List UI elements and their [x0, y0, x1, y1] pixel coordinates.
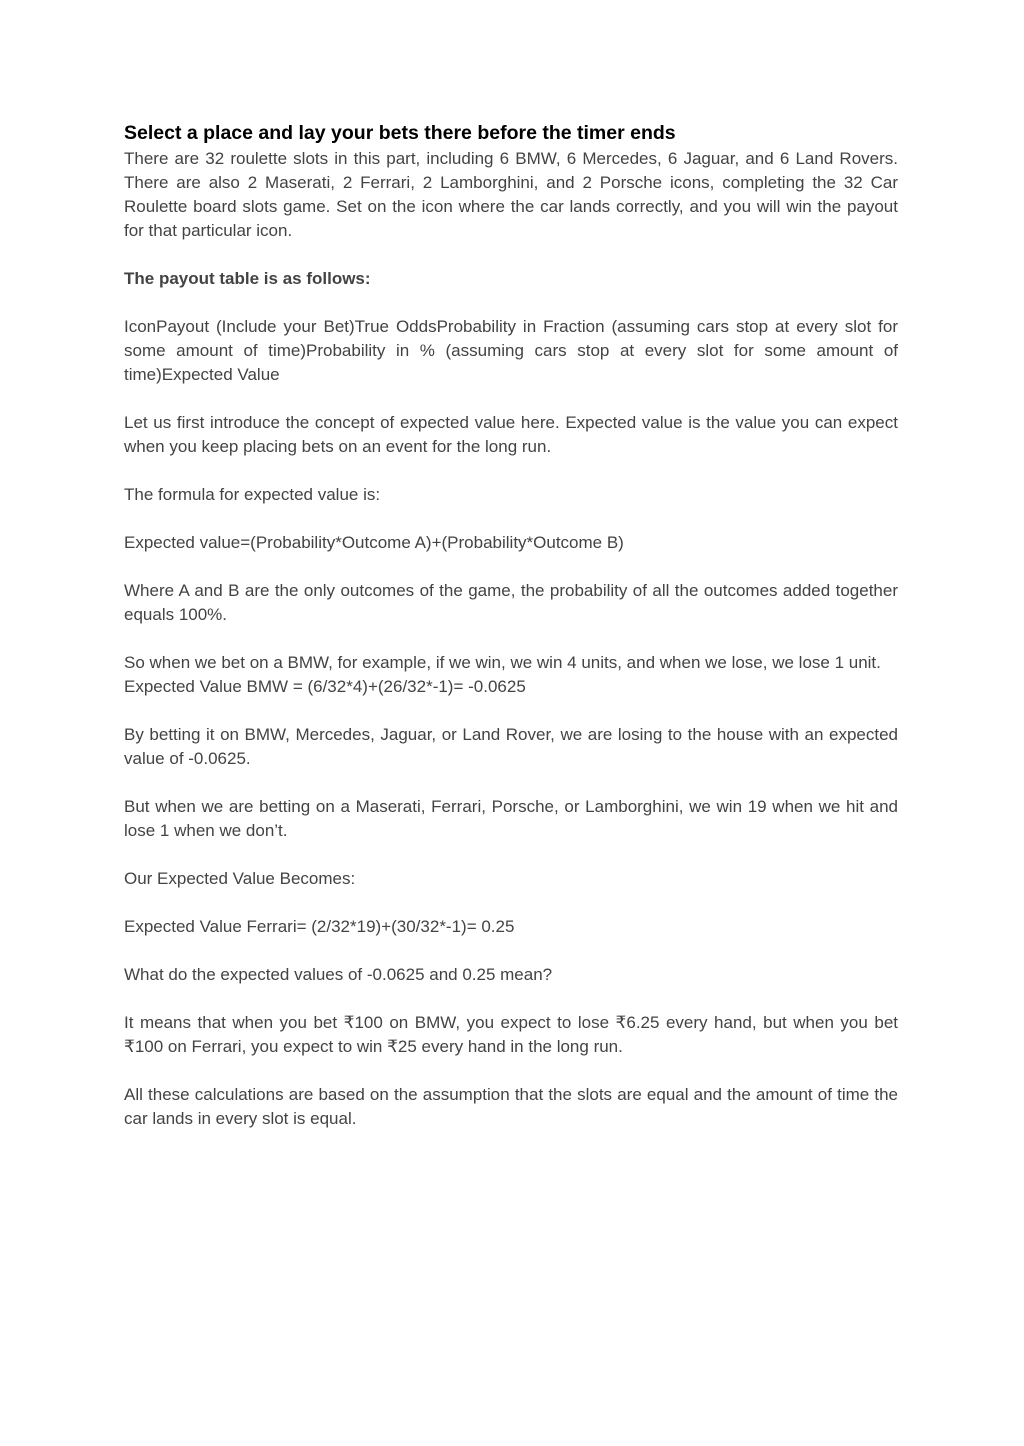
spacer: [124, 507, 898, 531]
spacer: [124, 939, 898, 963]
spacer: [124, 459, 898, 483]
spacer: [124, 891, 898, 915]
bmw-expected-value-line: Expected Value BMW = (6/32*4)+(26/32*-1)= -0.0625: [124, 677, 526, 696]
spacer: [124, 627, 898, 651]
expected-value-becomes-line: Our Expected Value Becomes:: [124, 869, 356, 888]
payout-table-header-text: IconPayout (Include your Bet)True OddsProbability in Fraction (assuming cars stop at every slot for some amount of time)Probability in % (assuming cars stop at every slot for some amount of time)Expected Value: [124, 317, 898, 384]
expected-value-intro-paragraph: Let us first introduce the concept of expected value here. Expected value is the value you can expect when you keep placing bets on an event for the long run.: [124, 413, 898, 456]
spacer: [124, 843, 898, 867]
formula-intro-paragraph: The formula for expected value is:: [124, 485, 381, 504]
ferrari-expected-value-line: Expected Value Ferrari= (2/32*19)+(30/32*-1)= 0.25: [124, 917, 515, 936]
assumption-paragraph: All these calculations are based on the assumption that the slots are equal and the amount of time the car lands in every slot is equal.: [124, 1085, 898, 1128]
spacer: [124, 771, 898, 795]
question-line: What do the expected values of -0.0625 and 0.25 mean?: [124, 965, 553, 984]
payout-table-heading: The payout table is as follows:: [124, 269, 371, 288]
spacer: [124, 699, 898, 723]
bmw-conclusion-paragraph: By betting it on BMW, Mercedes, Jaguar, or Land Rover, we are losing to the house with an expected value of -0.0625.: [124, 725, 898, 768]
bmw-example-paragraph: So when we bet on a BMW, for example, if we win, we win 4 units, and when we lose, we lose 1 unit.: [124, 653, 881, 672]
spacer: [124, 555, 898, 579]
intro-paragraph: There are 32 roulette slots in this part, including 6 BMW, 6 Mercedes, 6 Jaguar, and 6 Land Rovers. There are also 2 Maserati, 2 Ferrari, 2 Lamborghini, and 2 Porsche icons, completing the 32 Car Roulette board slots game. Set on the icon where the car lands correctly, and you will win the payout for that particular icon.: [124, 149, 898, 240]
premium-bet-paragraph: But when we are betting on a Maserati, Ferrari, Porsche, or Lamborghini, we win 19 when we hit and lose 1 when we don’t.: [124, 797, 898, 840]
spacer: [124, 1059, 898, 1083]
formula-line: Expected value=(Probability*Outcome A)+(Probability*Outcome B): [124, 533, 624, 552]
section-heading: Select a place and lay your bets there before the timer ends: [124, 122, 676, 144]
spacer: [124, 387, 898, 411]
spacer: [124, 987, 898, 1011]
meaning-paragraph: It means that when you bet ₹100 on BMW, you expect to lose ₹6.25 every hand, but when you bet ₹100 on Ferrari, you expect to win ₹25 every hand in the long run.: [124, 1013, 898, 1056]
outcomes-note-paragraph: Where A and B are the only outcomes of the game, the probability of all the outcomes added together equals 100%.: [124, 581, 898, 624]
document-page: [124, 119, 898, 1131]
spacer: [124, 243, 898, 267]
spacer: [124, 291, 898, 315]
